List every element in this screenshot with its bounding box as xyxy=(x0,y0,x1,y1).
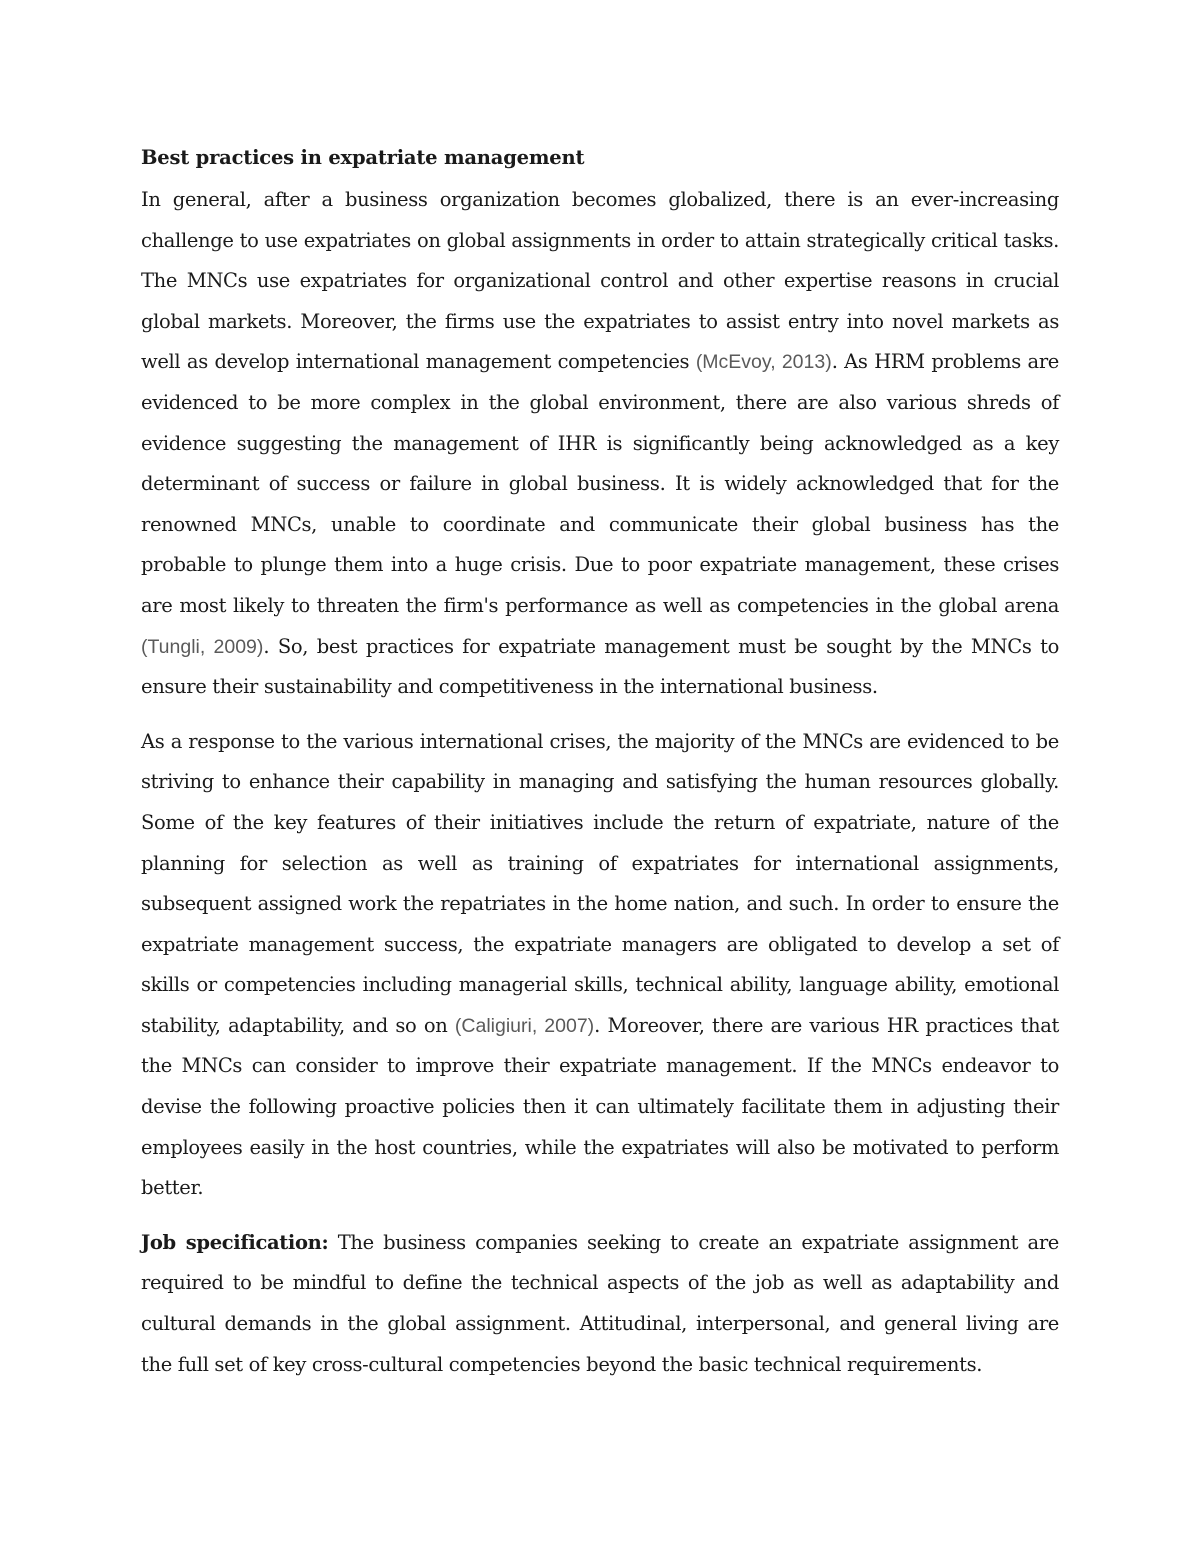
paragraph-text: . Moreover, there are various HR practices that the MNCs can consider to improve their expatriate management. If the MNCs endeavor to devise the following proactive policies then it can ultimately facilitate them in adjusting their employees easily in the host countries, while the expatriates will also be motivated to perform better. xyxy=(141,1013,1059,1200)
document-page xyxy=(141,138,1059,1399)
term-job-specification: Job specification: xyxy=(141,1230,329,1254)
paragraph-job-specification xyxy=(141,1223,1059,1385)
citation-tungli: (Tungli, 2009) xyxy=(141,635,264,658)
citation-mcevoy: (McEvoy, 2013) xyxy=(695,351,832,374)
document-title: Best practices in expatriate management xyxy=(141,146,585,169)
paragraph-response xyxy=(141,722,1059,1209)
paragraph-text: . So, best practices for expatriate management must be sought by the MNCs to ensure their sustainability and competitiveness in the international business. xyxy=(141,634,1060,699)
paragraph-text: . As HRM problems are evidenced to be more complex in the global environment, there are also various shreds of evidence suggesting the management of IHR is significantly being acknowledged as a key determinant of success or failure in global business. It is widely acknowledged that for the renowned MNCs, unable to coordinate and communicate their global business has the probable to plunge them into a huge crisis. Due to poor expatriate management, these crises are most likely to threaten the firm's performance as well as competencies in the global arena xyxy=(141,350,1059,617)
paragraph-text: The business companies seeking to create an expatriate assignment are required to be mindful to define the technical aspects of the job as well as adaptability and cultural demands in the global assignment. Attitudinal, interpersonal, and general living are the full set of key cross-cultural competencies beyond the basic technical requirements. xyxy=(141,1230,1059,1376)
paragraph-intro xyxy=(141,180,1059,708)
paragraph-text: As a response to the various international crises, the majority of the MNCs are evidenced to be striving to enhance their capability in managing and satisfying the human resources globally. Some of the key features of their initiatives include the return of expatriate, nature of the planning for selection as well as training of expatriates for international assignments, subsequent assigned work the repatriates in the home nation, and such. In order to ensure the expatriate management success, the expatriate managers are obligated to develop a set of skills or competencies including managerial skills, technical ability, language ability, emotional stability, adaptability, and so on xyxy=(141,729,1059,1037)
citation-caligiuri: (Caligiuri, 2007) xyxy=(454,1014,595,1037)
paragraph-text: In general, after a business organization becomes globalized, there is an ever-increasing challenge to use expatriates on global assignments in order to attain strategically critical tasks. The MNCs use expatriates for organizational control and other expertise reasons in crucial global markets. Moreover, the firms use the expatriates to assist entry into novel markets as well as develop international management competencies xyxy=(141,188,1059,374)
